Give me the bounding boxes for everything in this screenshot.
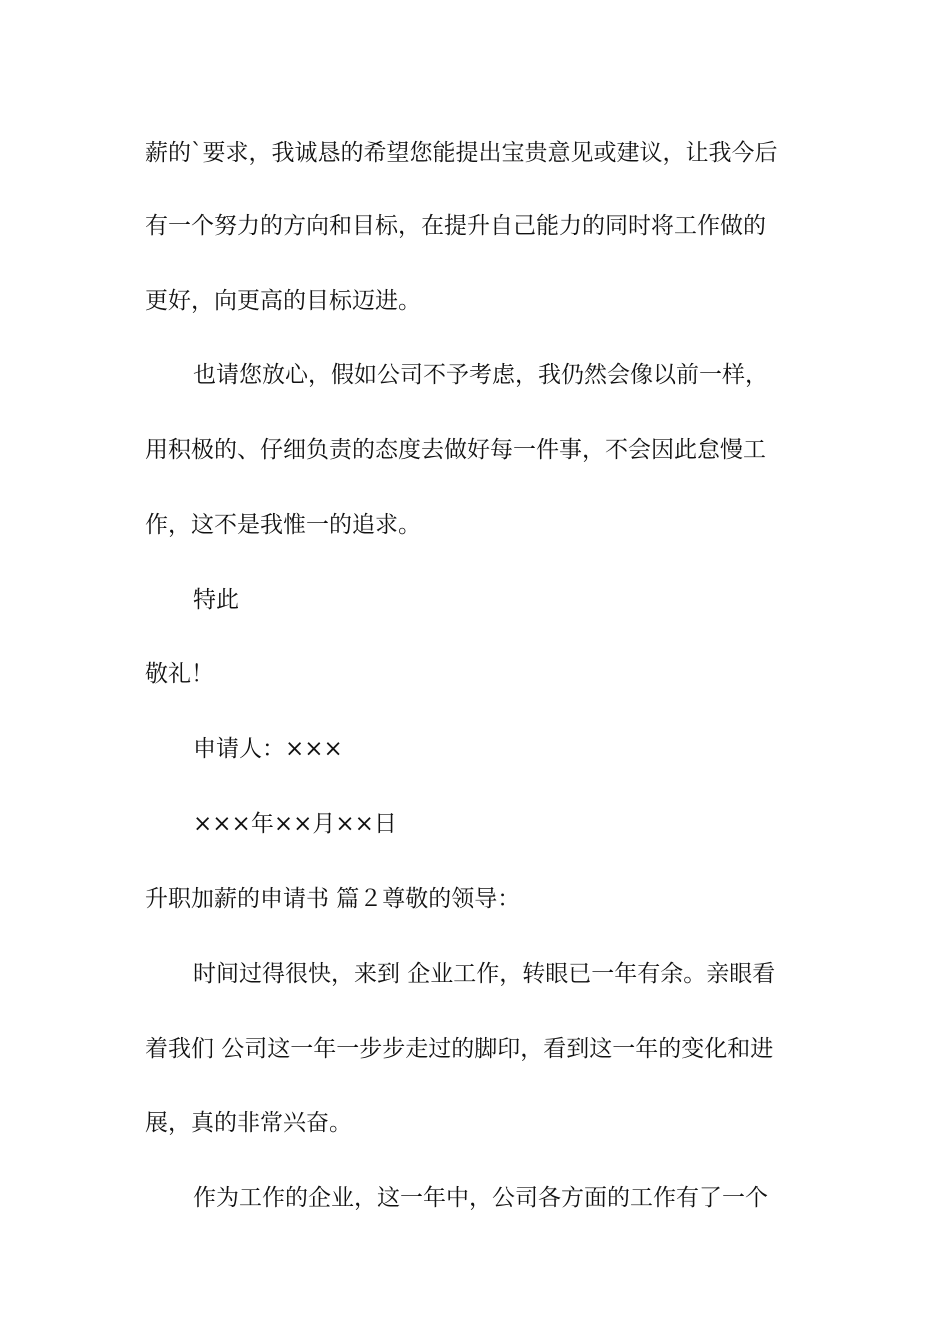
paragraph-line: 更好，向更高的目标迈进。 (145, 288, 421, 314)
applicant-line: 申请人：××× (193, 736, 343, 762)
paragraph-line: 作，这不是我惟一的追求。 (145, 512, 421, 538)
paragraph-line: 展，真的非常兴奋。 (145, 1110, 352, 1136)
salutation-line: 敬礼！ (145, 661, 214, 687)
paragraph-line: 有一个努力的方向和目标，在提升自己能力的同时将工作做的 (145, 213, 766, 239)
date-line: ×××年××月××日 (193, 811, 397, 837)
paragraph-line: 也请您放心，假如公司不予考虑，我仍然会像以前一样， (193, 362, 768, 388)
paragraph-line: 作为工作的企业，这一年中，公司各方面的工作有了一个 (193, 1185, 768, 1211)
paragraph-line: 着我们 公司这一年一步步走过的脚印，看到这一年的变化和进 (145, 1036, 774, 1062)
paragraph-line: 用积极的、仔细负责的态度去做好每一件事，不会因此怠慢工 (145, 437, 766, 463)
section-heading: 升职加薪的申请书 篇２尊敬的领导： (145, 886, 521, 912)
paragraph-line: 薪的`要求，我诚恳的希望您能提出宝贵意见或建议，让我今后 (145, 140, 778, 166)
paragraph-line: 时间过得很快，来到 企业工作，转眼已一年有余。亲眼看 (193, 961, 776, 987)
closing-line: 特此 (193, 587, 239, 613)
